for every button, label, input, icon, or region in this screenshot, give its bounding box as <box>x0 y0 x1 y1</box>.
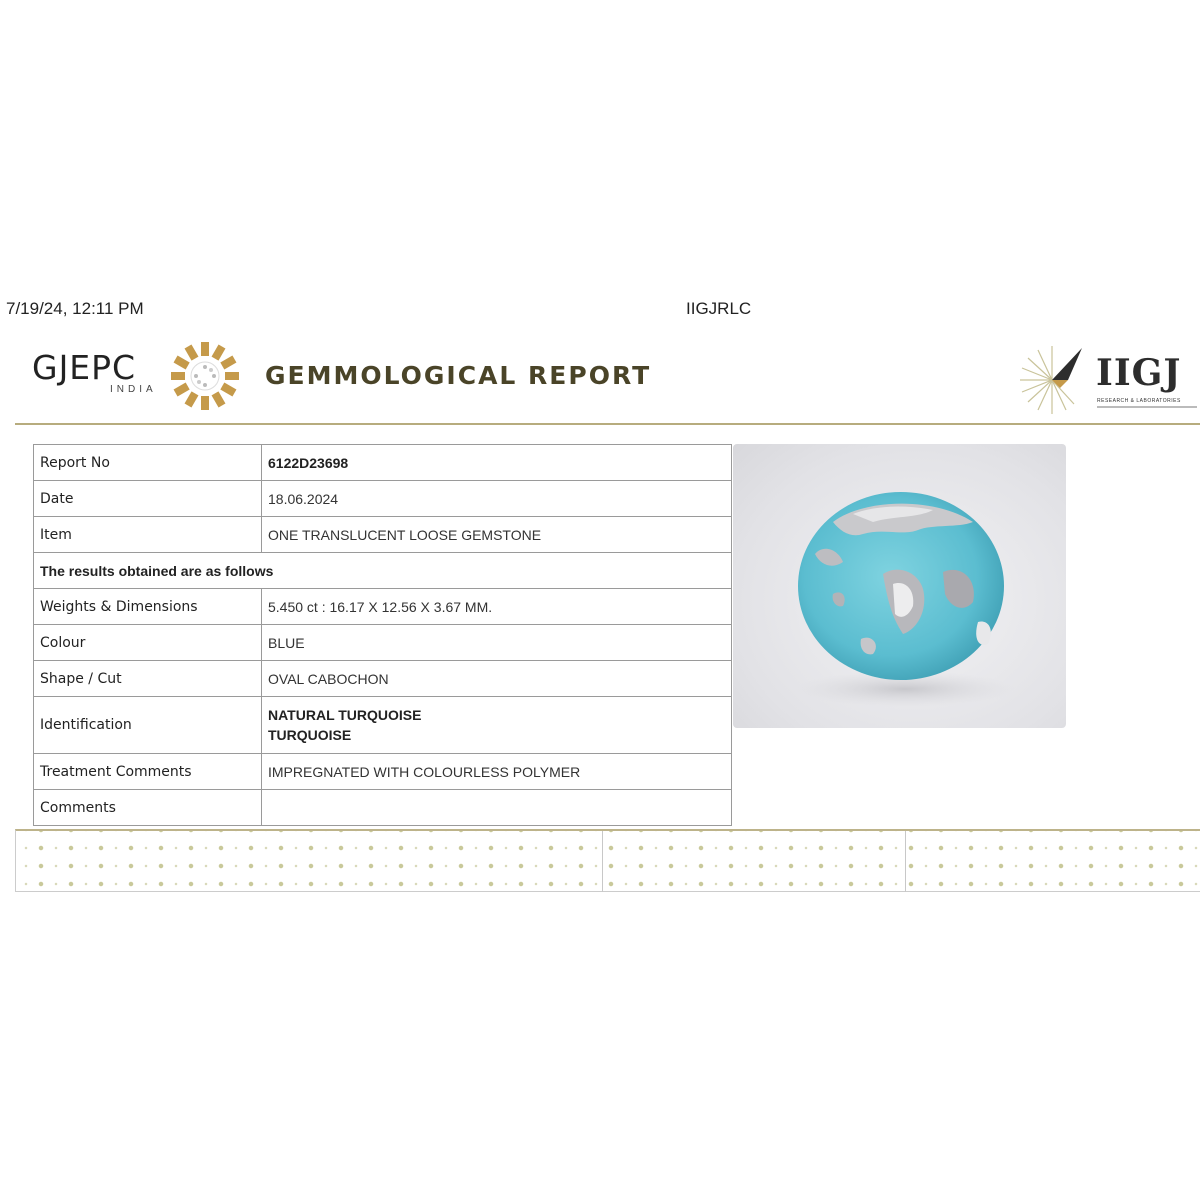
results-heading: The results obtained are as follows <box>34 553 732 589</box>
treatment-label: Treatment Comments <box>34 754 262 790</box>
gjepc-sunburst-icon <box>169 340 241 412</box>
decorative-star-band <box>15 829 1200 892</box>
comments-label: Comments <box>34 790 262 826</box>
iigj-logo <box>1016 340 1200 420</box>
band-divider <box>905 831 906 892</box>
weights-value: 5.450 ct : 16.17 X 12.56 X 3.67 MM. <box>262 589 732 625</box>
iigj-logo-underline <box>1097 406 1197 408</box>
date-label: Date <box>34 481 262 517</box>
iigj-burst-icon <box>1016 340 1094 418</box>
item-value: ONE TRANSLUCENT LOOSE GEMSTONE <box>262 517 732 553</box>
colour-label: Colour <box>34 625 262 661</box>
report-no-label: Report No <box>34 445 262 481</box>
report-title: GEMMOLOGICAL REPORT <box>265 361 652 390</box>
header-divider <box>15 423 1200 425</box>
table-row <box>34 517 732 553</box>
identification-value <box>262 697 732 754</box>
shape-label: Shape / Cut <box>34 661 262 697</box>
gemstone-photo <box>733 444 1066 728</box>
band-divider <box>602 831 603 892</box>
table-row <box>34 445 732 481</box>
turquoise-stone-image <box>733 444 1066 728</box>
weights-label: Weights & Dimensions <box>34 589 262 625</box>
gjepc-logo-sub: INDIA <box>110 384 157 395</box>
iigj-logo-name: IIGJ <box>1096 352 1182 394</box>
identification-line1: NATURAL TURQUOISE <box>268 707 422 723</box>
gjepc-logo <box>32 340 247 412</box>
identification-label: Identification <box>34 697 262 754</box>
report-table <box>33 444 732 826</box>
comments-value <box>262 790 732 826</box>
table-row <box>34 754 732 790</box>
iigj-logo-sub: RESEARCH & LABORATORIES <box>1097 398 1181 404</box>
table-row <box>34 481 732 517</box>
identification-line2: TURQUOISE <box>268 727 352 743</box>
report-no-value: 6122D23698 <box>262 445 732 481</box>
shape-value: OVAL CABOCHON <box>262 661 732 697</box>
gjepc-logo-name: GJEPC <box>32 348 137 387</box>
colour-value: BLUE <box>262 625 732 661</box>
treatment-value: IMPREGNATED WITH COLOURLESS POLYMER <box>262 754 732 790</box>
table-row <box>34 790 732 826</box>
print-timestamp: 7/19/24, 12:11 PM <box>6 299 144 318</box>
table-row <box>34 661 732 697</box>
table-row <box>34 589 732 625</box>
print-page-title: IIGJRLC <box>686 299 752 318</box>
table-row <box>34 625 732 661</box>
table-row <box>34 697 732 754</box>
item-label: Item <box>34 517 262 553</box>
date-value: 18.06.2024 <box>262 481 732 517</box>
table-row <box>34 553 732 589</box>
